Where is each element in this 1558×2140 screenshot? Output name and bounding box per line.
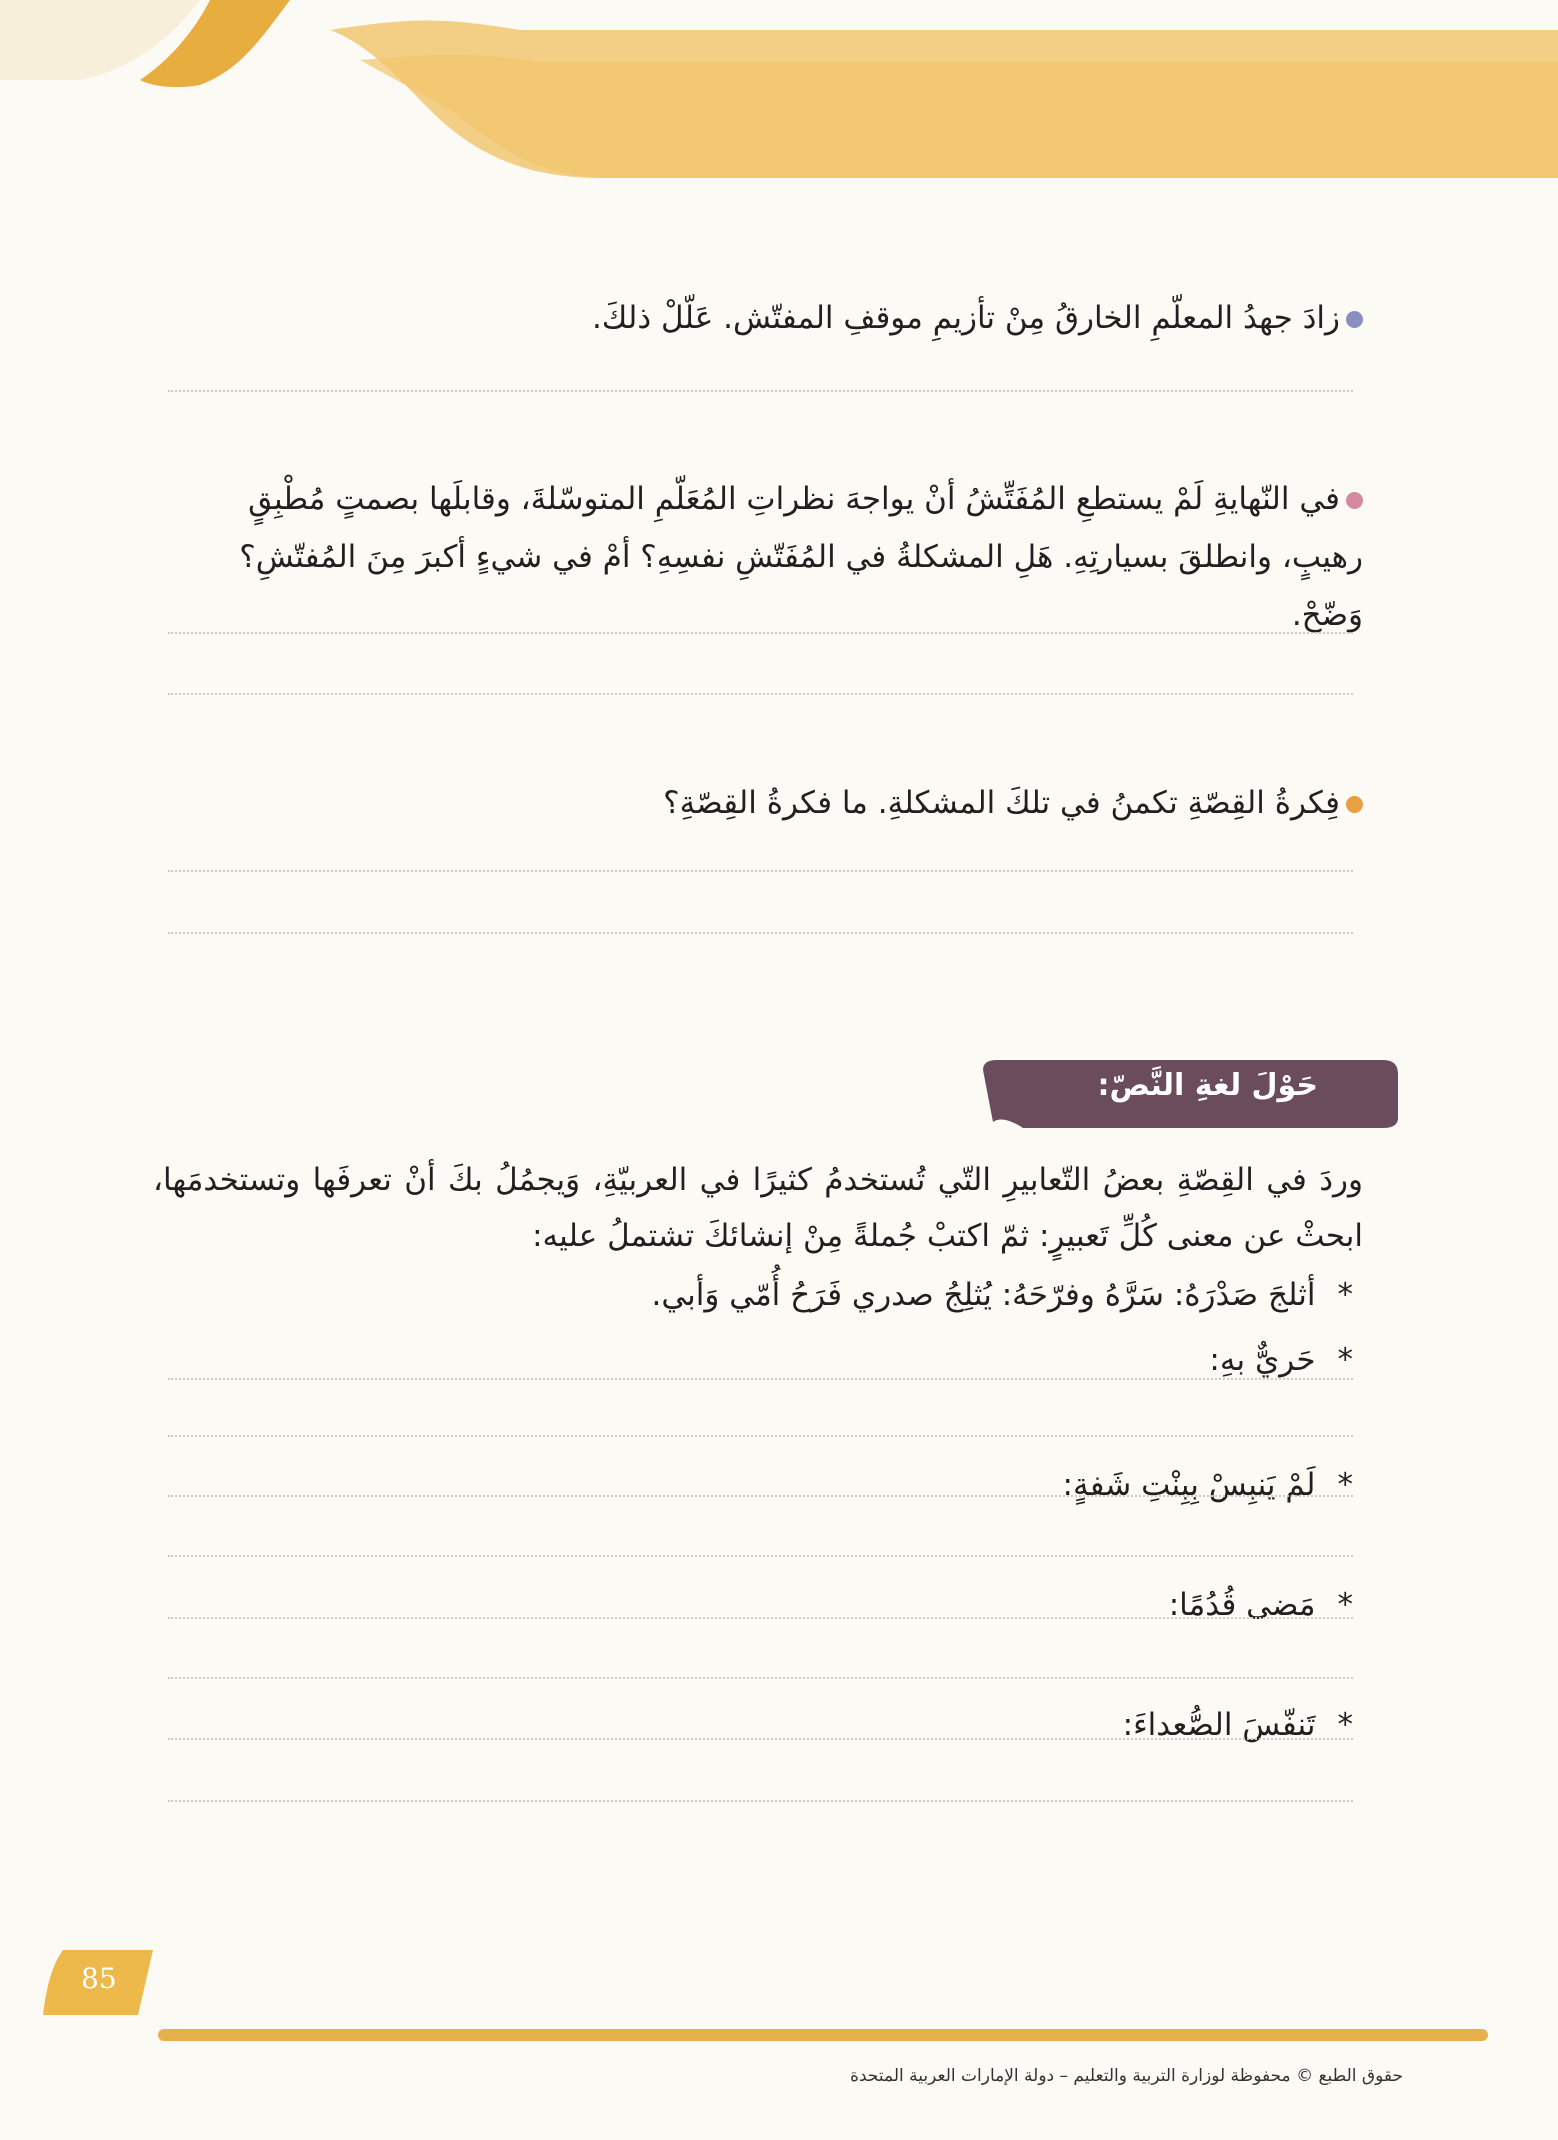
copyright-footer: حقوق الطبع © محفوظة لوزارة التربية والتعليم – دولة الإمارات العربية المتحدة xyxy=(850,2066,1403,2086)
question-3 xyxy=(163,773,1363,833)
answer-line[interactable] xyxy=(168,932,1353,934)
answer-line[interactable] xyxy=(168,1800,1353,1802)
answer-line[interactable] xyxy=(168,1378,1353,1380)
expression-item xyxy=(1169,1580,1353,1630)
question-3-text: فِكرةُ القِصّةِ تكمنُ في تلكَ المشكلةِ. ما فكرةُ القِصّةِ؟ xyxy=(663,785,1340,821)
star-marker: * xyxy=(1337,1277,1353,1313)
question-1-text: زادَ جهدُ المعلّمِ الخارقُ مِنْ تأزيمِ موقفِ المفتّش. عَلّلْ ذلكَ. xyxy=(591,300,1340,336)
answer-line[interactable] xyxy=(168,1555,1353,1557)
question-2-text: في النّهايةِ لَمْ يستطعِ المُفَتِّشُ أنْ يواجهَ نظراتِ المُعَلّمِ المتوسّلةَ، وقابلَها بصمتٍ مُطْبِقٍ رهيبٍ، وانطلقَ بسيارتِهِ. هَلِ المشكلةُ في المُفَتّشِ نفسِهِ؟ أمْ في شيءٍ أكبرَ مِنَ المُفتّشِ؟ وَضّحْ. xyxy=(239,481,1363,633)
star-marker: * xyxy=(1337,1587,1353,1623)
answer-line[interactable] xyxy=(168,632,1353,634)
expression-item xyxy=(651,1270,1353,1320)
section-header xyxy=(983,1060,1398,1128)
bullet-icon xyxy=(1346,796,1363,813)
answer-line[interactable] xyxy=(168,1677,1353,1679)
expression-text: لَمْ يَنبِسْ بِبِنْتِ شَفةٍ: xyxy=(1062,1467,1316,1503)
expression-text: أثلجَ صَدْرَهُ: سَرَّهُ وفرّحَهُ: يُثلِجُ صدري فَرَحُ أُمّي وَأبي. xyxy=(651,1277,1316,1313)
expression-item xyxy=(1123,1700,1353,1750)
answer-line[interactable] xyxy=(168,1495,1353,1497)
bullet-icon xyxy=(1346,311,1363,328)
bullet-icon xyxy=(1346,492,1363,509)
question-2 xyxy=(163,470,1363,644)
answer-line[interactable] xyxy=(168,1738,1353,1740)
expression-text: مَضى قُدُمًا: xyxy=(1168,1587,1316,1623)
footer-rule xyxy=(158,2029,1488,2041)
answer-line[interactable] xyxy=(168,870,1353,872)
page-number-badge xyxy=(43,1950,153,2015)
expression-item xyxy=(1063,1460,1354,1510)
section-title: حَوْلَ لغةِ النَّصّ: xyxy=(1097,1068,1318,1103)
question-1 xyxy=(163,288,1363,348)
star-marker: * xyxy=(1337,1342,1353,1378)
page-number: 85 xyxy=(81,1962,117,1995)
answer-line[interactable] xyxy=(168,390,1353,392)
star-marker: * xyxy=(1337,1467,1353,1503)
expression-text: حَريٌّ بهِ: xyxy=(1209,1342,1316,1378)
answer-line[interactable] xyxy=(168,1435,1353,1437)
answer-line[interactable] xyxy=(168,693,1353,695)
expression-text: تَنفّسَ الصُّعداءَ: xyxy=(1122,1707,1316,1743)
answer-line[interactable] xyxy=(168,1617,1353,1619)
section-intro: وردَ في القِصّةِ بعضُ التّعابيرِ التّي تُستخدمُ كثيرًا في العربيّةِ، وَيجمُلُ بكَ أنْ تعرفَها وتستخدمَها، ابحثْ عن معنى كُلِّ تَعبيرٍ: ثمّ اكتبْ جُملةً مِنْ إنشائكَ تشتملُ عليه: xyxy=(153,1162,1363,1254)
top-banner xyxy=(0,0,1558,200)
star-marker: * xyxy=(1337,1707,1353,1743)
